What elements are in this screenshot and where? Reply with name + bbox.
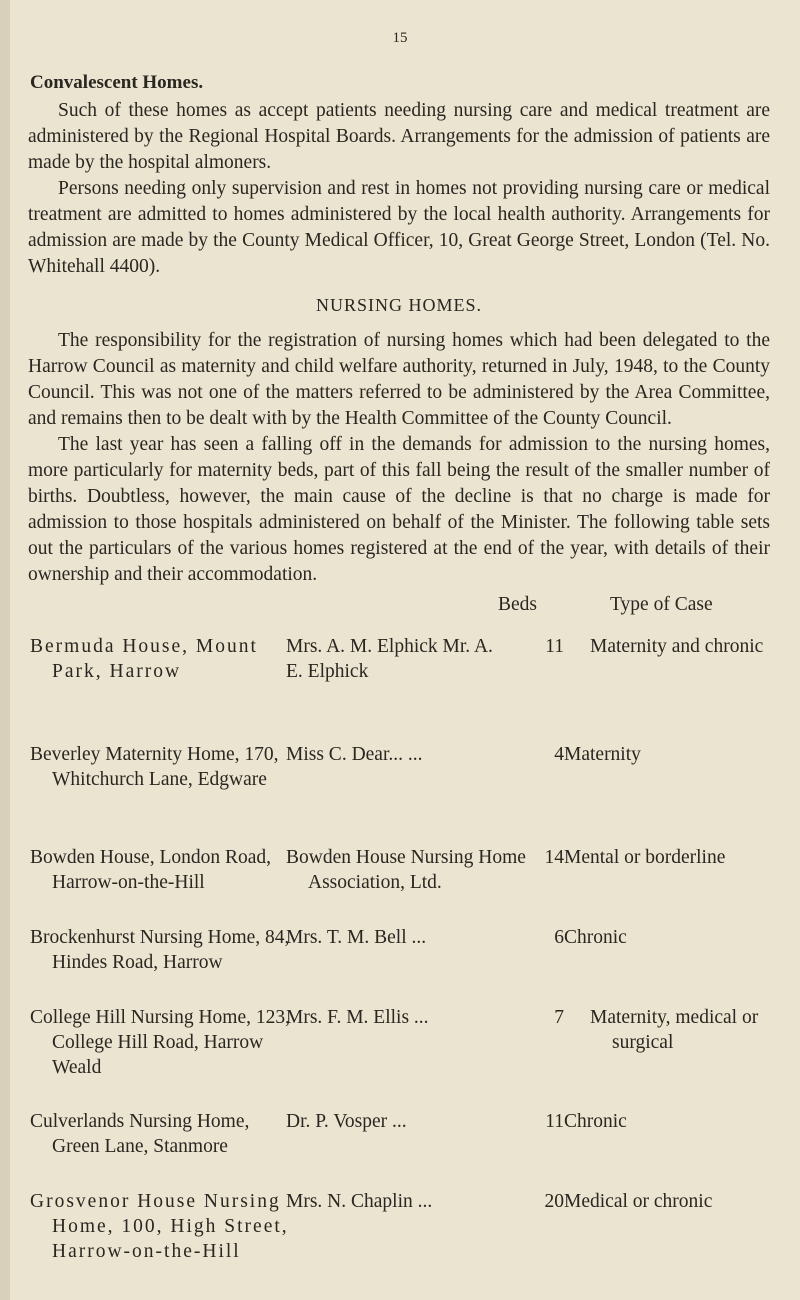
home-owner: Bowden House Nursing Home Association, Ltd. xyxy=(286,847,526,893)
home-beds: 11 xyxy=(545,1111,564,1132)
paragraph: Persons needing only supervision and rest in homes not providing nursing care or medical treatment are admitted to homes administered by the local health authority. Arrangements for admission are made by the County Medical Officer, 10, Great George Street, London (Tel. No. Whitehall 4400). xyxy=(28,178,770,277)
home-owner: Mrs. A. M. Elphick Mr. A. E. Elphick xyxy=(286,636,493,682)
home-name: Bermuda House, Mount Park, Harrow xyxy=(30,636,258,682)
home-type: Maternity and chronic xyxy=(590,636,764,657)
paragraph: The last year has seen a falling off in the demands for admission to the nursing homes, more particularly for maternity beds, part of this fall being the result of the smaller number of births. Doubtless, however, the main cause of the decline is that no charge is made for admission to those hospitals administered on behalf of the Minister. The following table sets out the particulars of the various homes registered at the end of the year, with details of their ownership and their accommodation. xyxy=(28,434,770,585)
beds-column-header: Beds xyxy=(498,594,537,615)
nursing-homes-heading: NURSING HOMES. xyxy=(315,295,482,315)
home-owner: Dr. P. Vosper ... xyxy=(286,1111,407,1132)
home-owner: Mrs. N. Chaplin ... xyxy=(286,1191,433,1212)
home-name: Culverlands Nursing Home, Green Lane, Stanmore xyxy=(30,1111,250,1157)
table-row xyxy=(28,925,770,1005)
home-beds: 7 xyxy=(554,1007,564,1028)
table-row xyxy=(28,742,770,845)
home-name: Bowden House, London Road, Harrow-on-the-Hill xyxy=(30,847,272,893)
home-name: Grosvenor House Nursing Home, 100, High Street, Harrow-on-the-Hill xyxy=(30,1191,289,1262)
home-name: College Hill Nursing Home, 123, College Hill Road, Harrow Weald xyxy=(30,1007,290,1078)
home-type: Maternity, medical or surgical xyxy=(590,1007,759,1053)
table-row xyxy=(28,845,770,925)
home-beds: 20 xyxy=(544,1191,564,1212)
nursing-homes-table xyxy=(28,634,770,1299)
home-beds: 11 xyxy=(545,636,564,657)
home-beds: 14 xyxy=(544,847,564,868)
home-type: Chronic xyxy=(564,1111,627,1132)
document-body xyxy=(28,70,770,1299)
page-number: 15 xyxy=(392,30,408,46)
table-header xyxy=(28,592,770,622)
paragraph: Such of these homes as accept patients needing nursing care and medical treatment are administered by the Regional Hospital Boards. Arrangements for the admission of patients are made by the hospital almoners. xyxy=(28,100,770,173)
home-owner: Mrs. F. M. Ellis ... xyxy=(286,1007,429,1028)
home-name: Beverley Maternity Home, 170, Whitchurch Lane, Edgware xyxy=(30,744,279,790)
table-row xyxy=(28,1189,770,1299)
home-owner: Miss C. Dear... ... xyxy=(286,744,423,765)
convalescent-homes-heading: Convalescent Homes. xyxy=(30,72,204,93)
table-row xyxy=(28,634,770,742)
home-type: Medical or chronic xyxy=(564,1191,713,1212)
home-type: Chronic xyxy=(564,927,627,948)
type-column-header: Type of Case xyxy=(610,594,713,615)
home-type: Mental or borderline xyxy=(564,847,726,868)
paragraph: The responsibility for the registration of nursing homes which had been delegated to the Harrow Council as maternity and child welfare authority, returned in July, 1948, to the County Council. This was not one of the matters referred to be administered by the Area Committee, and remains then to be dealt with by the Health Committee of the County Council. xyxy=(28,330,770,429)
home-type: Maternity xyxy=(564,744,641,765)
table-row xyxy=(28,1109,770,1189)
table-row xyxy=(28,1005,770,1109)
home-beds: 6 xyxy=(554,927,564,948)
home-name: Brockenhurst Nursing Home, 84, Hindes Road, Harrow xyxy=(30,927,290,973)
home-beds: 4 xyxy=(554,744,564,765)
home-owner: Mrs. T. M. Bell ... xyxy=(286,927,427,948)
page-edge xyxy=(0,0,10,1300)
